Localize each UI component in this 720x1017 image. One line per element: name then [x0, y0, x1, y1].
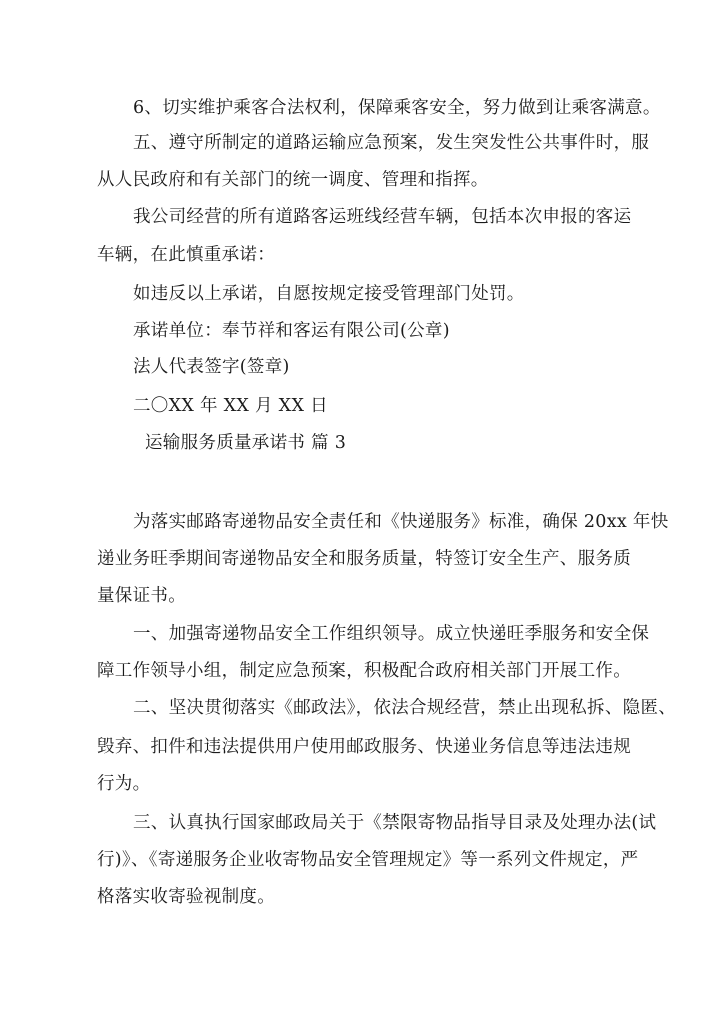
signature-line: 法人代表签字(签章) — [133, 357, 290, 377]
paragraph-line: 如违反以上承诺，自愿按规定接受管理部门处罚。 — [133, 284, 525, 304]
paragraph-line: 五、遵守所制定的道路运输应急预案，发生突发性公共事件时，服 — [133, 133, 650, 153]
paragraph-line: 量保证书。 — [97, 586, 186, 606]
section-heading: 运输服务质量承诺书 篇 3 — [145, 433, 347, 453]
paragraph-line: 障工作领导小组，制定应急预案，积极配合政府相关部门开展工作。 — [97, 661, 631, 681]
paragraph-line: 三、认真执行国家邮政局关于《禁限寄物品指导目录及处理办法(试 — [133, 813, 657, 833]
paragraph-line: 格落实收寄验视制度。 — [97, 887, 275, 907]
signing-unit-line: 承诺单位：奉节祥和客运有限公司(公章) — [133, 321, 450, 341]
paragraph-line: 递业务旺季期间寄递物品安全和服务质量，特签订安全生产、服务质 — [97, 549, 631, 569]
paragraph-line: 为落实邮路寄递物品安全责任和《快递服务》标准，确保 20xx 年快 — [133, 512, 669, 532]
paragraph-line: 行)》、《寄递服务企业收寄物品安全管理规定》等一系列文件规定，严 — [97, 850, 639, 870]
date-line: 二〇XX 年 XX 月 XX 日 — [133, 396, 328, 416]
paragraph-line: 一、加强寄递物品安全工作组织领导。成立快递旺季服务和安全保 — [133, 624, 650, 644]
paragraph-line: 车辆，在此慎重承诺： — [97, 245, 275, 265]
paragraph-line: 我公司经营的所有道路客运班线经营车辆，包括本次申报的客运 — [133, 207, 632, 227]
paragraph-line: 二、坚决贯彻落实《邮政法》，依法合规经营，禁止出现私拆、隐匿、 — [133, 698, 677, 718]
paragraph-line: 从人民政府和有关部门的统一调度、管理和指挥。 — [97, 170, 489, 190]
paragraph-line: 毁弃、扣件和违法提供用户使用邮政服务、快递业务信息等违法违规 — [97, 737, 631, 757]
paragraph-line: 行为。 — [97, 774, 151, 794]
paragraph-line: 6、切实维护乘客合法权利，保障乘客安全，努力做到让乘客满意。 — [133, 98, 661, 118]
